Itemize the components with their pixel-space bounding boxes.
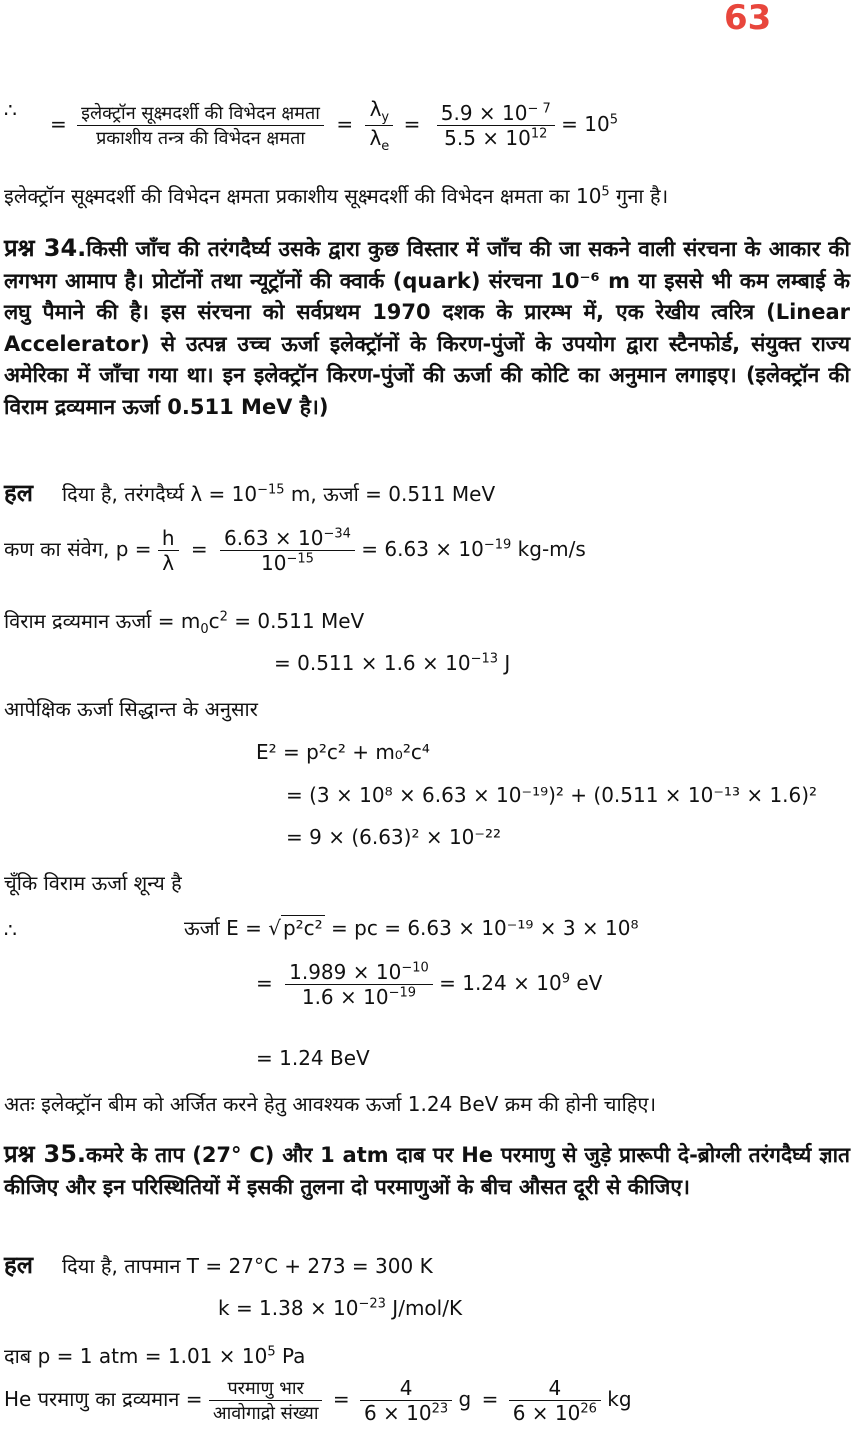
given-wavelength: दिया है, तरंगदैर्घ्य $\lambda = 10^{-15}$ m, ऊर्जा = 0.511 MeV	[62, 482, 496, 506]
question-34	[4, 233, 850, 423]
energy-pc-equation: ऊर्जा E = √ p²c² = pc = 6.63 × 10⁻¹⁹ × 3 × 10⁸	[184, 916, 639, 940]
ratio-result: = 10	[561, 112, 610, 136]
momentum-equation: कण का संवेग, p = $\frac{h}{\lambda}$ = $\frac{6.63 \times 10^{-34}}{10^{-15}}$ = $6.63 \times 10^{-19}$ kg-m/s	[4, 526, 586, 575]
boltzmann-constant: $k = 1.38 \times 10^{-23}$ J/mol/K	[218, 1296, 463, 1320]
conclusion-line: इलेक्ट्रॉन सूक्ष्मदर्शी की विभेदन क्षमता प्रकाशीय सूक्ष्मदर्शी की विभेदन क्षमता का $10^5$ गुना है।	[4, 184, 669, 208]
given-temperature: दिया है, तापमान T = 27°C + 273 = 300 K	[62, 1254, 433, 1278]
energy-equation-2: = (3 × 10⁸ × 6.63 × 10⁻¹⁹)² + (0.511 × 10⁻¹³ × 1.6)²	[286, 783, 818, 807]
relativity-statement: आपेक्षिक ऊर्जा सिद्धान्त के अनुसार	[4, 697, 258, 721]
ratio-denominator: प्रकाशीय तन्त्र की विभेदन क्षमता	[96, 128, 306, 149]
solution-34-label: हल	[4, 479, 34, 507]
therefore-symbol: ∴	[4, 98, 17, 122]
ratio-equation: = $\frac{\text{इलेक्ट्रॉन सूक्ष्मदर्शी की विभेदन क्षमता}}{\text{प्रकाशीय तन्त्र की विभेदन क्षमता}}$ = $\frac{\lambda_y}{\lambda_e}$ = $\frac{5.9 \times 10^{- 7}}{5.5 \times 10^{12}}$ = $10^5$	[50, 97, 619, 154]
therefore-symbol-2: ∴	[4, 918, 17, 942]
rest-mass-energy-joule: = $0.511 \times 1.6 \times 10^{-13}$ J	[274, 651, 511, 675]
question-34-label: प्रश्न 34.	[4, 234, 87, 262]
zero-rest-energy: चूँकि विराम ऊर्जा शून्य है	[4, 871, 182, 895]
page-number: 63	[724, 0, 772, 38]
energy-equation-3: = 9 × (6.63)² × 10⁻²²	[286, 825, 501, 849]
pressure: दाब p = 1 atm = $1.01 \times 10^5$ Pa	[4, 1344, 306, 1368]
question-35	[4, 1139, 850, 1203]
ratio-value-denominator: 5.5 × 10	[444, 126, 531, 150]
ratio-value-numerator: 5.9 × 10	[440, 101, 528, 125]
energy-equation-1: E² = p²c² + m₀²c⁴	[256, 740, 430, 764]
lambda-e: λ	[369, 126, 382, 150]
solution-35-label: हल	[4, 1251, 34, 1279]
question-35-text: कमरे के ताप (27° C) और 1 atm दाब पर He परमाणु से जुड़े प्रारूपी दे-ब्रोग्ली तरंगदैर्घ्य ज्ञात कीजिए और इन परिस्थितियों में इसकी तुलना दो परमाणुओं के बीच औसत दूरी से कीजिए।	[4, 1143, 850, 1199]
helium-mass-equation: He परमाणु का द्रव्यमान = $\frac{\text{परमाणु भार}}{\text{आवोगाद्रो संख्या}}$ = $\frac{4}{6 \times 10^{23}}$ g = $\frac{4}{6 \times 10^{26}}$ kg	[4, 1376, 632, 1425]
question-34-text: किसी जाँच की तरंगदैर्घ्य उसके द्वारा कुछ विस्तार में जाँच की जा सकने वाली संरचना के आकार की लगभग आमाप है। प्रोटॉनों तथा न्यूट्रॉनों की क्वार्क (quark) संरचना 10⁻⁶ m या इससे भी कम लम्बाई के लघु पैमाने की है। इस संरचना को सर्वप्रथम 1970 दशक के प्रारम्भ में, एक रेखीय त्वरित्र (Linear Accelerator) से उत्पन्न उच्च ऊर्जा इलेक्ट्रॉनों के किरण-पुंजों के उपयोग द्वारा स्टैनफोर्ड, संयुक्त राज्य अमेरिका में जाँचा गया था। इन इलेक्ट्रॉन किरण-पुंजों की ऊर्जा की कोटि का अनुमान लगाइए। (इलेक्ट्रॉन की विराम द्रव्यमान ऊर्जा 0.511 MeV है।)	[4, 237, 850, 419]
energy-bev: = 1.24 BeV	[256, 1046, 370, 1070]
rest-mass-energy: विराम द्रव्यमान ऊर्जा = $m_0c^2 = 0.511$ MeV	[4, 609, 365, 637]
ratio-numerator: इलेक्ट्रॉन सूक्ष्मदर्शी की विभेदन क्षमता	[77, 101, 324, 126]
lambda-y: λ	[369, 97, 382, 121]
energy-ev-equation: = $\frac{1.989 \times 10^{-10}}{1.6 \times 10^{-19}}$ = $1.24 \times 10^9$ eV	[256, 960, 603, 1009]
solution-34-answer: अतः इलेक्ट्रॉन बीम को अर्जित करने हेतु आवश्यक ऊर्जा 1.24 BeV क्रम की होनी चाहिए।	[4, 1092, 657, 1116]
question-35-label: प्रश्न 35.	[4, 1140, 87, 1168]
